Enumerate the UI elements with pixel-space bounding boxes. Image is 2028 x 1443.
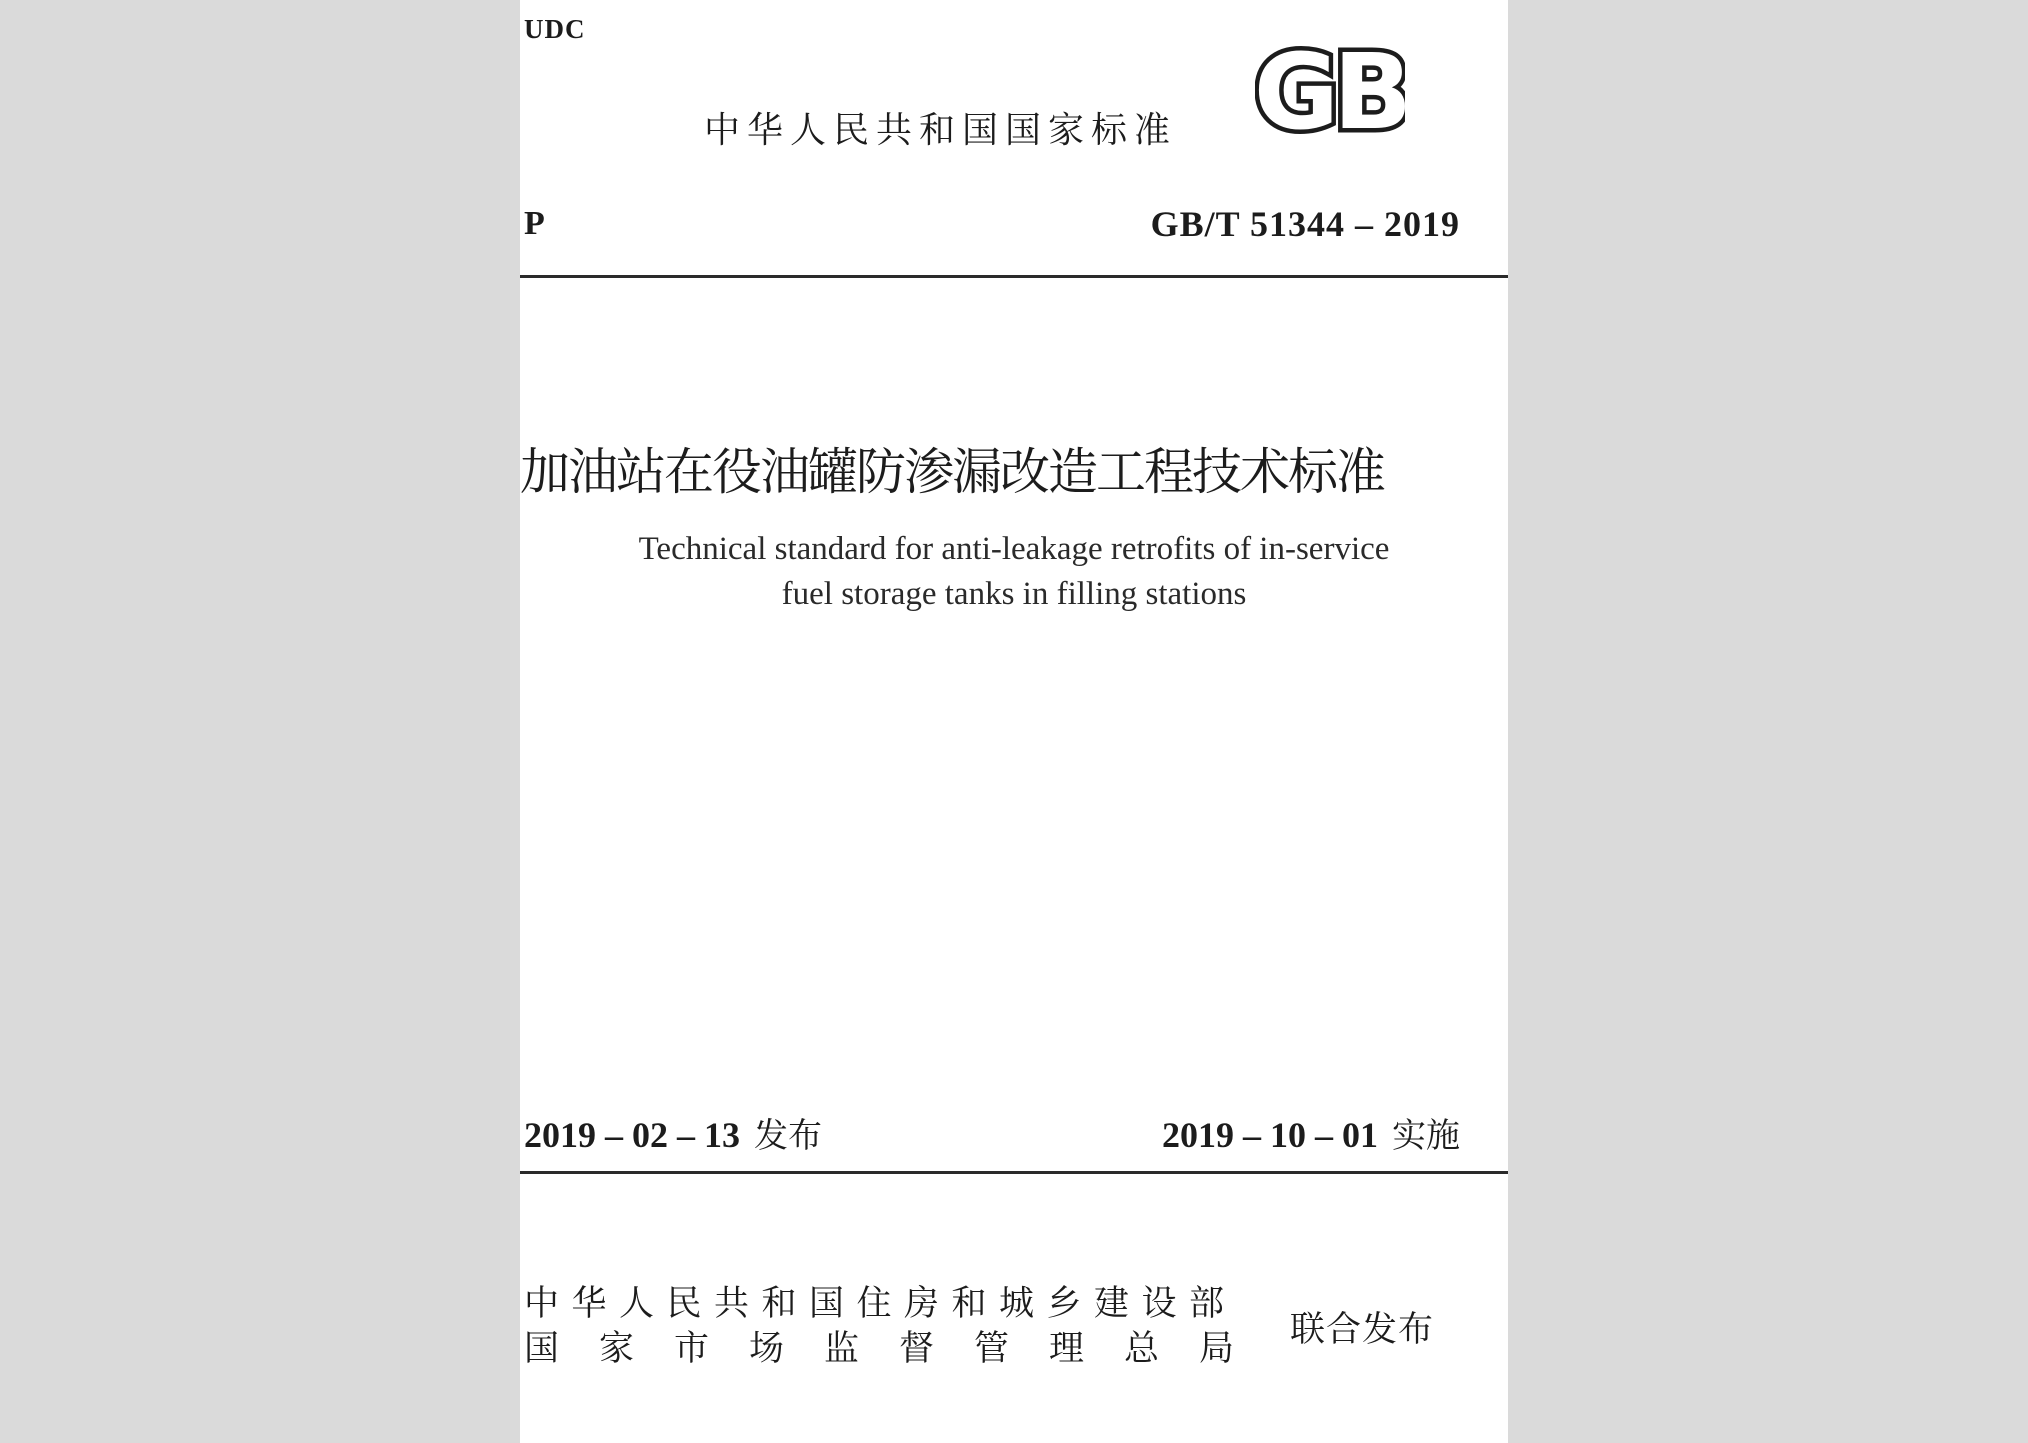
publish-label: 发布 xyxy=(754,1116,822,1156)
footer-divider xyxy=(520,1171,1508,1174)
gb-logo-icon xyxy=(1255,40,1405,144)
document-page xyxy=(520,0,1508,1443)
udc-label: UDC xyxy=(524,14,586,44)
issuer-ministry: 中华人民共和国住房和城乡建设部 xyxy=(524,1284,1237,1324)
title-chinese: 加油站在役油罐防渗漏改造工程技术标准 xyxy=(520,443,1384,501)
implement-date: 2019 – 10 – 01 xyxy=(1162,1115,1378,1155)
header-divider xyxy=(520,275,1508,278)
title-english-line-1: Technical standard for anti-leakage retrofits of in-service xyxy=(638,531,1390,567)
gb-logo xyxy=(1255,40,1405,144)
title-english xyxy=(520,527,1508,617)
joint-issue-label: 联合发布 xyxy=(1290,1310,1435,1350)
issuer-administration: 国家市场监督管理总局 xyxy=(524,1329,1275,1369)
classification-code: P xyxy=(524,205,545,242)
national-standard-heading: 中华人民共和国国家标准 xyxy=(704,110,1178,151)
implement-label: 实施 xyxy=(1392,1116,1460,1156)
issuing-authorities xyxy=(524,1282,1275,1372)
title-english-line-2: fuel storage tanks in filling stations xyxy=(781,576,1247,612)
implement-date-block xyxy=(1110,1108,1460,1157)
publish-date: 2019 – 02 – 13 xyxy=(524,1115,740,1155)
standard-number: GB/T 51344 – 2019 xyxy=(1150,204,1460,244)
publish-date-block xyxy=(524,1108,822,1157)
gb-logo-text: GB xyxy=(1255,40,1405,144)
